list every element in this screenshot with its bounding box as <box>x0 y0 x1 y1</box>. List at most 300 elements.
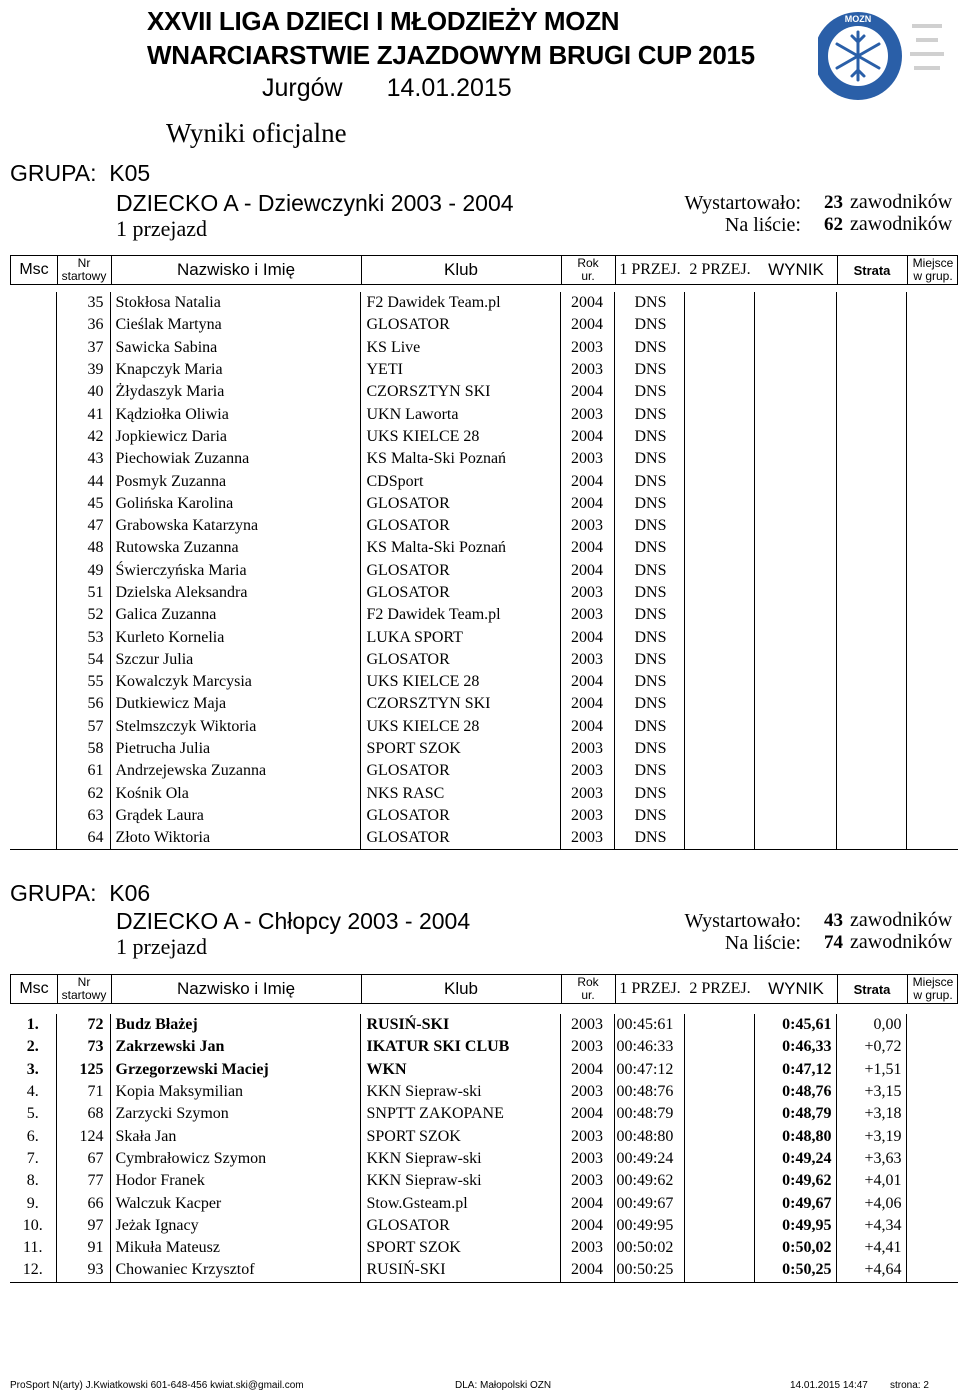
group1-listed-unit: zawodników <box>850 213 953 235</box>
table-row <box>10 1192 958 1214</box>
table-row <box>10 448 958 470</box>
col-run1: 1 PRZEJ. <box>619 261 681 278</box>
rank-cell: 7. <box>10 1148 56 1170</box>
run1-cell: 00:45:61 <box>614 1014 684 1036</box>
col-club: Klub <box>443 979 479 998</box>
loss-cell: +0,72 <box>836 1036 906 1058</box>
result-cell <box>754 671 836 693</box>
run1-cell: DNS <box>614 582 684 604</box>
name-cell: Dutkiewicz Maja <box>110 693 360 715</box>
group-place-cell <box>906 337 958 359</box>
col-year-line2: ur. <box>581 988 595 1002</box>
club-cell: UKS KIELCE 28 <box>360 426 560 448</box>
run2-cell <box>684 515 754 537</box>
result-cell <box>754 560 836 582</box>
col-place <box>907 256 959 284</box>
rank-cell <box>10 671 56 693</box>
col-nr <box>57 975 111 1003</box>
run2-cell <box>684 626 754 648</box>
loss-cell: +1,51 <box>836 1059 906 1081</box>
group1-started-unit: zawodników <box>850 191 953 213</box>
run2-cell <box>684 649 754 671</box>
year-cell: 2003 <box>560 827 614 850</box>
loss-cell: +3,63 <box>836 1148 906 1170</box>
name-cell: Pietrucha Julia <box>110 738 360 760</box>
start-number-cell: 45 <box>56 493 110 515</box>
group-place-cell <box>906 582 958 604</box>
group-place-cell <box>906 783 958 805</box>
group-place-cell <box>906 493 958 515</box>
year-cell: 2003 <box>560 649 614 671</box>
col-year-line2: ur. <box>581 269 595 283</box>
rank-cell: 5. <box>10 1103 56 1125</box>
year-cell: 2004 <box>560 1259 614 1282</box>
table-row <box>10 1103 958 1125</box>
loss-cell <box>836 716 906 738</box>
run2-cell <box>684 716 754 738</box>
year-cell: 2004 <box>560 626 614 648</box>
group2-label <box>10 880 150 907</box>
name-cell: Grądek Laura <box>110 805 360 827</box>
run1-cell: 00:50:25 <box>614 1259 684 1282</box>
club-cell: GLOSATOR <box>360 760 560 782</box>
group-place-cell <box>906 1081 958 1103</box>
run1-cell: DNS <box>614 337 684 359</box>
group-place-cell <box>906 537 958 559</box>
run1-cell: DNS <box>614 448 684 470</box>
loss-cell <box>836 827 906 850</box>
loss-cell <box>836 649 906 671</box>
group-place-cell <box>906 1125 958 1147</box>
table-row <box>10 1170 958 1192</box>
run2-cell <box>684 783 754 805</box>
loss-cell <box>836 805 906 827</box>
club-cell: GLOSATOR <box>360 515 560 537</box>
loss-cell: 0,00 <box>836 1014 906 1036</box>
run1-cell: 00:48:79 <box>614 1103 684 1125</box>
name-cell: Posmyk Zuzanna <box>110 470 360 492</box>
name-cell: Kądziołka Oliwia <box>110 403 360 425</box>
group-place-cell <box>906 448 958 470</box>
club-cell: CZORSZTYN SKI <box>360 381 560 403</box>
group1-started-value: 23 <box>824 192 843 213</box>
run2-cell <box>684 760 754 782</box>
name-cell: Zakrzewski Jan <box>110 1036 360 1058</box>
name-cell: Kowalczyk Marcysia <box>110 671 360 693</box>
run2-cell <box>684 337 754 359</box>
run2-cell <box>684 292 754 314</box>
loss-cell <box>836 693 906 715</box>
footer-printed: 14.01.2015 14:47 <box>790 1380 868 1391</box>
result-cell: 0:49,24 <box>754 1148 836 1170</box>
competition-subtitle: WNARCIARSTWIE ZJAZDOWYM BRUGI CUP 2015 <box>147 40 755 70</box>
loss-cell <box>836 537 906 559</box>
table-row <box>10 1059 958 1081</box>
result-cell <box>754 515 836 537</box>
result-cell <box>754 403 836 425</box>
name-cell: Stokłosa Natalia <box>110 292 360 314</box>
name-cell: Chowaniec Krzysztof <box>110 1259 360 1282</box>
loss-cell <box>836 671 906 693</box>
start-number-cell: 97 <box>56 1215 110 1237</box>
club-cell: CZORSZTYN SKI <box>360 693 560 715</box>
col-name: Nazwisko i Imię <box>176 260 296 279</box>
official-results-title: Wyniki oficjalne <box>166 118 347 148</box>
year-cell: 2004 <box>560 381 614 403</box>
start-number-cell: 71 <box>56 1081 110 1103</box>
col-nr <box>57 256 111 284</box>
start-number-cell: 36 <box>56 314 110 336</box>
group2-listed-unit: zawodników <box>850 931 953 953</box>
run2-cell <box>684 1081 754 1103</box>
club-cell: GLOSATOR <box>360 1215 560 1237</box>
run1-cell: 00:46:33 <box>614 1036 684 1058</box>
year-cell: 2003 <box>560 760 614 782</box>
result-cell <box>754 292 836 314</box>
rank-cell: 3. <box>10 1059 56 1081</box>
run1-cell: DNS <box>614 515 684 537</box>
year-cell: 2003 <box>560 1081 614 1103</box>
name-cell: Golińska Karolina <box>110 493 360 515</box>
table-row <box>10 827 958 850</box>
table-row <box>10 604 958 626</box>
rank-cell: 11. <box>10 1237 56 1259</box>
group-place-cell <box>906 1215 958 1237</box>
year-cell: 2003 <box>560 403 614 425</box>
rank-cell: 2. <box>10 1036 56 1058</box>
club-cell: GLOSATOR <box>360 827 560 850</box>
group2-started-unit: zawodników <box>850 909 953 931</box>
club-cell: SPORT SZOK <box>360 1125 560 1147</box>
name-cell: Galica Zuzanna <box>110 604 360 626</box>
loss-cell <box>836 337 906 359</box>
start-number-cell: 35 <box>56 292 110 314</box>
start-number-cell: 53 <box>56 626 110 648</box>
club-cell: KKN Siepraw-ski <box>360 1170 560 1192</box>
rank-cell <box>10 582 56 604</box>
rank-cell: 8. <box>10 1170 56 1192</box>
rank-cell: 12. <box>10 1259 56 1282</box>
club-cell: UKN Laworta <box>360 403 560 425</box>
run2-cell <box>684 314 754 336</box>
club-cell: Stow.Gsteam.pl <box>360 1192 560 1214</box>
place-date <box>262 74 556 103</box>
group-place-cell <box>906 1103 958 1125</box>
loss-cell: +4,64 <box>836 1259 906 1282</box>
loss-cell <box>836 626 906 648</box>
year-cell: 2003 <box>560 1148 614 1170</box>
name-cell: Grzegorzewski Maciej <box>110 1059 360 1081</box>
loss-cell <box>836 760 906 782</box>
run1-cell: DNS <box>614 693 684 715</box>
loss-cell <box>836 381 906 403</box>
loss-cell <box>836 448 906 470</box>
group1-runs: 1 przejazd <box>116 216 207 241</box>
group1-label <box>10 160 150 187</box>
footer-for: DLA: Małopolski OZN <box>455 1380 552 1391</box>
start-number-cell: 68 <box>56 1103 110 1125</box>
col-msc: Msc <box>19 980 49 997</box>
loss-cell: +4,01 <box>836 1170 906 1192</box>
year-cell: 2004 <box>560 693 614 715</box>
loss-cell <box>836 426 906 448</box>
col-loss: Strata <box>853 981 891 997</box>
run2-cell <box>684 448 754 470</box>
result-cell <box>754 760 836 782</box>
col-msc: Msc <box>19 261 49 278</box>
run2-cell <box>684 671 754 693</box>
table-row <box>10 292 958 314</box>
rank-cell <box>10 292 56 314</box>
start-number-cell: 93 <box>56 1259 110 1282</box>
footer-software: ProSport N(arty) J.Kwiatkowski 601-648-456 kwiat.ski@gmail.com <box>10 1380 304 1391</box>
rank-cell <box>10 604 56 626</box>
group-place-cell <box>906 1259 958 1282</box>
rank-cell <box>10 537 56 559</box>
result-cell <box>754 381 836 403</box>
rank-cell <box>10 626 56 648</box>
start-number-cell: 77 <box>56 1170 110 1192</box>
name-cell: Andrzejewska Zuzanna <box>110 760 360 782</box>
start-number-cell: 124 <box>56 1125 110 1147</box>
year-cell: 2003 <box>560 359 614 381</box>
loss-cell: +3,15 <box>836 1081 906 1103</box>
run1-cell: DNS <box>614 716 684 738</box>
start-number-cell: 56 <box>56 693 110 715</box>
group-place-cell <box>906 359 958 381</box>
group-place-cell <box>906 426 958 448</box>
group-place-cell <box>906 671 958 693</box>
group2-listed-value: 74 <box>824 932 843 953</box>
result-cell <box>754 604 836 626</box>
rank-cell: 4. <box>10 1081 56 1103</box>
club-cell: NKS RASC <box>360 783 560 805</box>
run1-cell: DNS <box>614 403 684 425</box>
group1-started-label: Wystartowało: <box>684 192 801 214</box>
loss-cell: +3,19 <box>836 1125 906 1147</box>
run1-cell: DNS <box>614 292 684 314</box>
start-number-cell: 47 <box>56 515 110 537</box>
year-cell: 2004 <box>560 292 614 314</box>
year-cell: 2004 <box>560 426 614 448</box>
place: Jurgów <box>262 74 343 102</box>
run2-cell <box>684 493 754 515</box>
start-number-cell: 42 <box>56 426 110 448</box>
logo-text: MOZN <box>844 14 872 24</box>
club-cell: KS Malta-Ski Poznań <box>360 448 560 470</box>
result-cell <box>754 738 836 760</box>
result-cell: 0:45,61 <box>754 1014 836 1036</box>
group-place-cell <box>906 1170 958 1192</box>
rank-cell <box>10 314 56 336</box>
rank-cell <box>10 827 56 850</box>
run1-cell: DNS <box>614 359 684 381</box>
run1-cell: 00:48:80 <box>614 1125 684 1147</box>
run2-cell <box>684 560 754 582</box>
group-place-cell <box>906 1059 958 1081</box>
group-place-cell <box>906 1237 958 1259</box>
year-cell: 2003 <box>560 604 614 626</box>
loss-cell <box>836 314 906 336</box>
year-cell: 2004 <box>560 1103 614 1125</box>
year-cell: 2003 <box>560 783 614 805</box>
run2-cell <box>684 1036 754 1058</box>
rank-cell <box>10 693 56 715</box>
loss-cell <box>836 359 906 381</box>
group2-started-value: 43 <box>824 910 843 931</box>
result-cell: 0:47,12 <box>754 1059 836 1081</box>
name-cell: Skała Jan <box>110 1125 360 1147</box>
run1-cell: DNS <box>614 493 684 515</box>
rank-cell <box>10 805 56 827</box>
start-number-cell: 67 <box>56 1148 110 1170</box>
col-nr-line2: startowy <box>61 269 107 283</box>
rank-cell <box>10 381 56 403</box>
run2-cell <box>684 805 754 827</box>
col-place-line2: w grup. <box>913 269 953 283</box>
rank-cell <box>10 337 56 359</box>
group2-started-label: Wystartowało: <box>684 910 801 932</box>
col-year <box>561 975 615 1003</box>
table-row <box>10 783 958 805</box>
club-cell: SPORT SZOK <box>360 1237 560 1259</box>
table-row <box>10 381 958 403</box>
club-cell: YETI <box>360 359 560 381</box>
run1-cell: 00:47:12 <box>614 1059 684 1081</box>
group1-category: DZIECKO A - Dziewczynki 2003 - 2004 <box>116 190 514 216</box>
footer-page: strona: 2 <box>890 1380 929 1391</box>
group-place-cell <box>906 470 958 492</box>
loss-cell <box>836 604 906 626</box>
date: 14.01.2015 <box>386 74 512 102</box>
run2-cell <box>684 1059 754 1081</box>
name-cell: Kurleto Kornelia <box>110 626 360 648</box>
name-cell: Świerczyńska Maria <box>110 560 360 582</box>
run2-cell <box>684 693 754 715</box>
table-row <box>10 671 958 693</box>
table-row <box>10 470 958 492</box>
col-place-line1: Miejsce <box>912 256 954 270</box>
group1-label-text: GRUPA: <box>10 160 97 186</box>
run1-cell: DNS <box>614 760 684 782</box>
run1-cell: DNS <box>614 805 684 827</box>
rank-cell: 1. <box>10 1014 56 1036</box>
start-number-cell: 61 <box>56 760 110 782</box>
start-number-cell: 54 <box>56 649 110 671</box>
name-cell: Zarzycki Szymon <box>110 1103 360 1125</box>
club-cell: GLOSATOR <box>360 314 560 336</box>
run2-cell <box>684 1103 754 1125</box>
rank-cell <box>10 403 56 425</box>
name-cell: Rutowska Zuzanna <box>110 537 360 559</box>
year-cell: 2003 <box>560 1237 614 1259</box>
result-cell <box>754 470 836 492</box>
start-number-cell: 48 <box>56 537 110 559</box>
start-number-cell: 52 <box>56 604 110 626</box>
club-cell: UKS KIELCE 28 <box>360 671 560 693</box>
club-cell: SNPTT ZAKOPANE <box>360 1103 560 1125</box>
run1-cell: DNS <box>614 649 684 671</box>
table-row <box>10 716 958 738</box>
start-number-cell: 49 <box>56 560 110 582</box>
start-number-cell: 63 <box>56 805 110 827</box>
table-row <box>10 337 958 359</box>
table-row <box>10 1215 958 1237</box>
table-row <box>10 738 958 760</box>
group-place-cell <box>906 403 958 425</box>
start-number-cell: 57 <box>56 716 110 738</box>
rank-cell <box>10 470 56 492</box>
group-place-cell <box>906 827 958 850</box>
loss-cell: +4,34 <box>836 1215 906 1237</box>
start-number-cell: 44 <box>56 470 110 492</box>
table-row <box>10 493 958 515</box>
loss-cell <box>836 783 906 805</box>
run2-cell <box>684 1125 754 1147</box>
group-place-cell <box>906 649 958 671</box>
loss-cell <box>836 738 906 760</box>
result-cell <box>754 626 836 648</box>
rank-cell <box>10 493 56 515</box>
club-cell: WKN <box>360 1059 560 1081</box>
result-cell: 0:48,79 <box>754 1103 836 1125</box>
run1-cell: DNS <box>614 827 684 850</box>
club-cell: UKS KIELCE 28 <box>360 716 560 738</box>
col-loss: Strata <box>853 262 891 278</box>
run2-cell <box>684 604 754 626</box>
start-number-cell: 41 <box>56 403 110 425</box>
table-row <box>10 760 958 782</box>
run2-cell <box>684 582 754 604</box>
start-number-cell: 51 <box>56 582 110 604</box>
year-cell: 2003 <box>560 337 614 359</box>
result-cell <box>754 827 836 850</box>
run2-cell <box>684 381 754 403</box>
rank-cell: 6. <box>10 1125 56 1147</box>
table-row <box>10 582 958 604</box>
run1-cell: DNS <box>614 314 684 336</box>
club-cell: KS Live <box>360 337 560 359</box>
group1-results-table <box>10 292 958 850</box>
mozn-logo <box>818 4 958 124</box>
group2-code: K06 <box>109 880 151 906</box>
loss-cell <box>836 292 906 314</box>
club-cell: GLOSATOR <box>360 560 560 582</box>
table-row <box>10 1014 958 1036</box>
start-number-cell: 58 <box>56 738 110 760</box>
rank-cell <box>10 716 56 738</box>
club-cell: RUSIŃ-SKI <box>360 1259 560 1282</box>
table-row <box>10 314 958 336</box>
loss-cell <box>836 560 906 582</box>
year-cell: 2004 <box>560 671 614 693</box>
run1-cell: DNS <box>614 537 684 559</box>
loss-cell <box>836 470 906 492</box>
name-cell: Walczuk Kacper <box>110 1192 360 1214</box>
club-cell: F2 Dawidek Team.pl <box>360 292 560 314</box>
club-cell: F2 Dawidek Team.pl <box>360 604 560 626</box>
run1-cell: DNS <box>614 738 684 760</box>
table-row <box>10 560 958 582</box>
year-cell: 2003 <box>560 515 614 537</box>
result-cell <box>754 716 836 738</box>
table-row <box>10 693 958 715</box>
rank-cell: 10. <box>10 1215 56 1237</box>
col-year-line1: Rok <box>577 256 599 270</box>
col-name: Nazwisko i Imię <box>176 979 296 998</box>
group1-code: K05 <box>109 160 151 186</box>
start-number-cell: 39 <box>56 359 110 381</box>
